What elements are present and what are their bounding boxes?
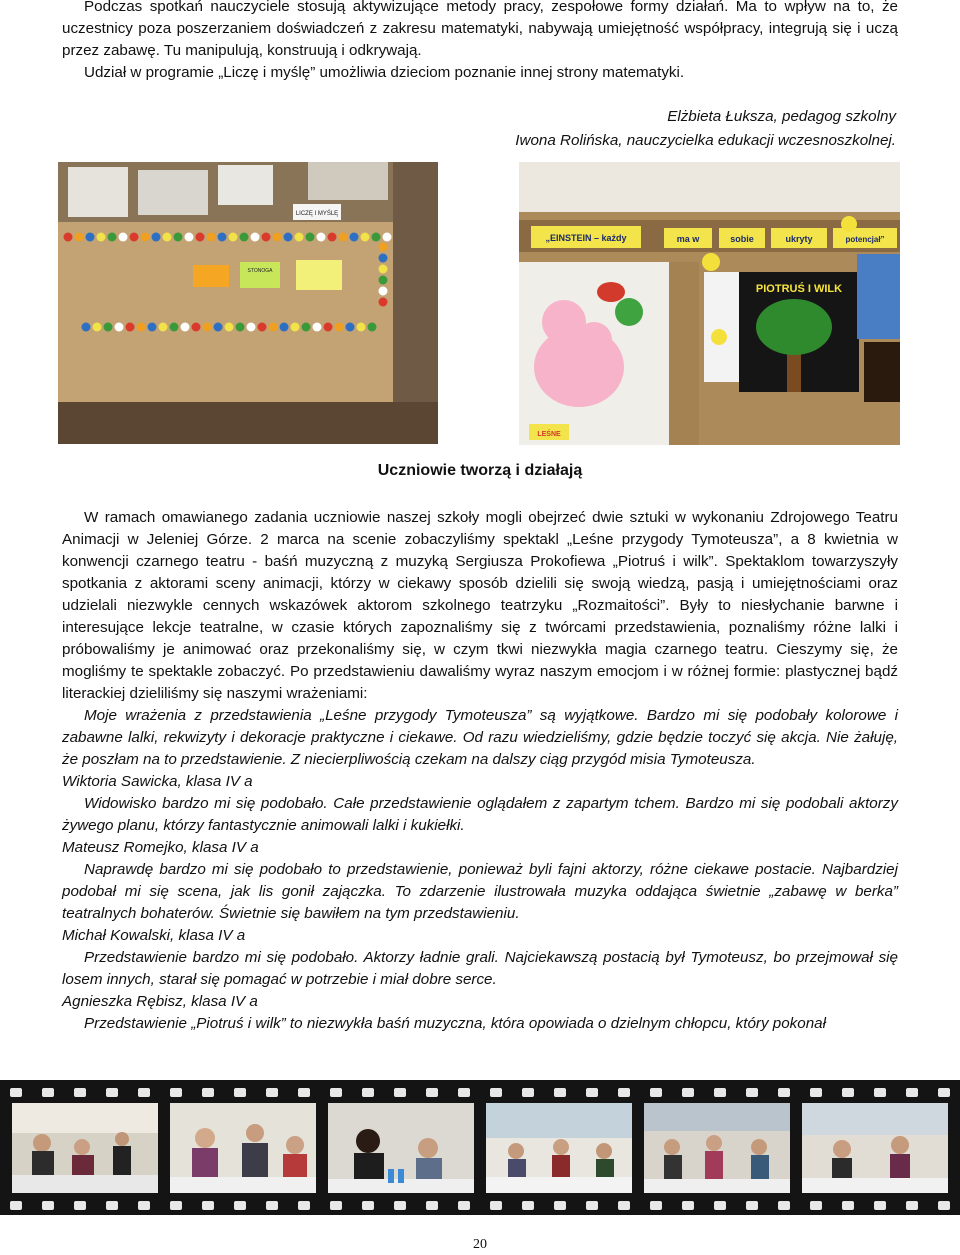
film-hole <box>394 1088 406 1097</box>
film-holes-bottom <box>0 1197 960 1213</box>
film-hole <box>234 1088 246 1097</box>
bead <box>97 233 106 242</box>
bead <box>159 323 168 332</box>
film-hole <box>458 1201 470 1210</box>
bead <box>148 323 157 332</box>
film-frame-4 <box>486 1103 632 1193</box>
board-sign-text: LICZĘ I MYŚLĘ <box>295 211 339 217</box>
film-hole <box>810 1088 822 1097</box>
film-hole <box>650 1201 662 1210</box>
bead <box>262 233 271 242</box>
bulletin-board-illustration <box>58 162 438 444</box>
film-hole <box>778 1201 790 1210</box>
film-hole <box>330 1201 342 1210</box>
bead <box>247 323 256 332</box>
bead <box>328 233 337 242</box>
film-frame-5 <box>644 1103 790 1193</box>
quote-1: Moje wrażenia z przedstawienia „Leśne przygody Tymoteusza” są wyjątkowe. Bardzo mi się podobały kolorowe i zabawne lalki, rekwizyty i dekoracje praktyczne i ciekawe. Od razu wiedzieliśmy, gdzie będzie toczyć się akcja. Nie żałuję, że poszłam na to przedstawienie. Z niecierpliwością czekam na dalszy ciąg przygód misia Tymoteusza. <box>62 707 898 768</box>
bead <box>126 323 135 332</box>
bead <box>383 233 392 242</box>
quote-2: Widowisko bardzo mi się podobało. Całe przedstawienie oglądałem z zapartym tchem. Bardzo mi się podobali aktorzy żywego planu, którzy fantastycznie animowali lalki i kukiełki. <box>62 795 898 834</box>
banner-word-1: „EINSTEIN – każdy <box>545 233 627 243</box>
film-hole <box>586 1201 598 1210</box>
film-hole <box>298 1088 310 1097</box>
film-hole <box>10 1201 22 1210</box>
bead <box>207 233 216 242</box>
bead <box>93 323 102 332</box>
bead <box>313 323 322 332</box>
bead <box>115 323 124 332</box>
bead <box>379 276 388 285</box>
film-hole <box>426 1201 438 1210</box>
film-hole <box>874 1201 886 1210</box>
film-hole <box>362 1088 374 1097</box>
bead <box>64 233 73 242</box>
film-hole <box>394 1201 406 1210</box>
bead <box>251 233 260 242</box>
film-hole <box>202 1201 214 1210</box>
intro-paragraph-2: Udział w programie „Liczę i myślę” umożliwia dzieciom poznanie innej strony matematyki. <box>84 64 685 81</box>
quote-author-3: Michał Kowalski, klasa IV a <box>62 927 246 944</box>
banner-word-5: potencjał” <box>845 235 885 244</box>
film-hole <box>170 1088 182 1097</box>
signature-teacher: Iwona Rolińska, nauczycielka edukacji wczesnoszkolnej. <box>515 132 896 149</box>
bead <box>170 323 179 332</box>
film-hole <box>746 1088 758 1097</box>
film-hole <box>778 1088 790 1097</box>
film-hole <box>490 1201 502 1210</box>
film-hole <box>522 1088 534 1097</box>
bottom-sign-text: LEŚNE <box>537 431 561 438</box>
bead <box>174 233 183 242</box>
film-hole <box>906 1201 918 1210</box>
bead <box>137 323 146 332</box>
film-hole <box>42 1201 54 1210</box>
bead <box>346 323 355 332</box>
bead <box>280 323 289 332</box>
bead <box>185 233 194 242</box>
film-hole <box>554 1088 566 1097</box>
film-hole <box>330 1088 342 1097</box>
bead <box>379 254 388 263</box>
film-hole <box>490 1088 502 1097</box>
quote-4: Przedstawienie bardzo mi się podobało. Aktorzy ładnie grali. Najciekawszą postacią był Tymoteusz, bo przejmował się losem innych, starał się pomagać w potrzebie i miał dobre serce. <box>62 949 898 988</box>
bead <box>203 323 212 332</box>
bead <box>379 243 388 252</box>
film-frame-1 <box>12 1103 158 1193</box>
quote-3: Naprawdę bardzo mi się podobało to przedstawienie, ponieważ byli fajni aktorzy, różne ciekawe postacie. Najbardziej podobał mi się scena, jak lis gonił zajączka. To zdarzenie ilustrowała muzyka oddająca świetnie „zabawę w berka” teatralnych bohaterów. Świetnie się bawiłem na tym przedstawieniu. <box>62 861 898 922</box>
bead <box>295 233 304 242</box>
bead <box>350 233 359 242</box>
bead <box>368 323 377 332</box>
bead <box>339 233 348 242</box>
bead <box>284 233 293 242</box>
film-hole <box>586 1088 598 1097</box>
film-hole <box>906 1088 918 1097</box>
bead <box>225 323 234 332</box>
film-hole <box>618 1201 630 1210</box>
film-hole <box>266 1201 278 1210</box>
film-hole <box>106 1088 118 1097</box>
film-hole <box>810 1201 822 1210</box>
film-hole <box>938 1088 950 1097</box>
bead <box>75 233 84 242</box>
bead <box>379 287 388 296</box>
bead <box>218 233 227 242</box>
film-hole <box>362 1201 374 1210</box>
banner-word-4: ukryty <box>785 234 813 244</box>
film-hole <box>138 1201 150 1210</box>
bead <box>273 233 282 242</box>
film-hole <box>266 1088 278 1097</box>
film-hole <box>74 1201 86 1210</box>
film-frames <box>12 1103 948 1193</box>
bead <box>291 323 300 332</box>
film-hole <box>42 1088 54 1097</box>
film-hole <box>650 1088 662 1097</box>
poster-title: PIOTRUŚ I WILK <box>755 283 843 295</box>
bead <box>361 233 370 242</box>
film-strip-photos <box>0 1080 960 1215</box>
film-hole <box>522 1201 534 1210</box>
bead <box>269 323 278 332</box>
film-hole <box>842 1088 854 1097</box>
bead <box>108 233 117 242</box>
bead <box>379 265 388 274</box>
bead <box>379 298 388 307</box>
bead <box>152 233 161 242</box>
film-hole <box>298 1201 310 1210</box>
bead <box>258 323 267 332</box>
film-hole <box>938 1201 950 1210</box>
einstein-board-illustration <box>519 162 900 445</box>
einstein-board-photo <box>519 162 900 445</box>
film-hole <box>682 1088 694 1097</box>
bead <box>324 323 333 332</box>
bead <box>240 233 249 242</box>
film-hole <box>746 1201 758 1210</box>
film-hole <box>714 1201 726 1210</box>
bead <box>306 233 315 242</box>
bead <box>335 323 344 332</box>
page-number: 20 <box>473 1237 487 1252</box>
bead <box>196 233 205 242</box>
bead <box>236 323 245 332</box>
bead <box>317 233 326 242</box>
film-hole <box>10 1088 22 1097</box>
bead <box>119 233 128 242</box>
bead <box>357 323 366 332</box>
bead <box>302 323 311 332</box>
film-hole <box>714 1088 726 1097</box>
quote-author-4: Agnieszka Rębisz, klasa IV a <box>62 993 258 1010</box>
film-hole <box>842 1201 854 1210</box>
film-hole <box>202 1088 214 1097</box>
bead <box>130 233 139 242</box>
film-hole <box>106 1201 118 1210</box>
film-hole <box>74 1088 86 1097</box>
bead <box>372 233 381 242</box>
film-hole <box>138 1088 150 1097</box>
film-hole <box>682 1201 694 1210</box>
bead <box>86 233 95 242</box>
bead <box>192 323 201 332</box>
bulletin-board-photo <box>58 162 438 444</box>
film-hole <box>554 1201 566 1210</box>
film-hole <box>170 1201 182 1210</box>
quote-author-1: Wiktoria Sawicka, klasa IV a <box>62 773 253 790</box>
film-holes-top <box>0 1084 960 1100</box>
article-body <box>62 507 898 1035</box>
bead <box>82 323 91 332</box>
film-frame-6 <box>802 1103 948 1193</box>
banner-word-2: ma w <box>676 234 700 244</box>
bead <box>214 323 223 332</box>
intro-paragraph: Podczas spotkań nauczyciele stosują aktywizujące metody pracy, zespołowe formy działań. Ma to wpływ na to, że uczestnicy poza poszerzaniem doświadczeń z zakresu matematyki, nabywają umiejętność współpracy, integrują się i uczą przez zabawę. Tu manipulują, konstruują i odkrywają. <box>62 0 898 59</box>
film-hole <box>618 1088 630 1097</box>
film-hole <box>874 1088 886 1097</box>
film-hole <box>458 1088 470 1097</box>
film-frame-2 <box>170 1103 316 1193</box>
banner-word-3: sobie <box>730 234 754 244</box>
quote-author-2: Mateusz Romejko, klasa IV a <box>62 839 259 856</box>
bead <box>163 233 172 242</box>
bead <box>141 233 150 242</box>
body-paragraph: W ramach omawianego zadania uczniowie naszej szkoły mogli obejrzeć dwie sztuki w wykonaniu Zdrojowego Teatru Animacji w Jeleniej Górze. 2 marca na scenie zobaczyliśmy spektakl „Leśne przygody Tymoteusza”, a 8 kwietnia w konwencji czarnego teatru - baśń muzyczną z muzyką Sergiusza Prokofiewa „Piotruś i wilk”. Spektaklom towarzyszyły spotkania z aktorami sceny animacji, którzy w ciekawy sposób dzielili się swoją wiedzą, pasją i umiejętnościami oraz udzielali niezwykle cennych wskazówek aktorom szkolnego teatrzyku „Rozmaitości”. Były to niesłychanie barwne i interesujące lekcje teatralne, w czasie których zapoznaliśmy się z twórcami przedstawienia, poznaliśmy różne lalki i próbowaliśmy je animować oraz przekonaliśmy się, w czym tkwi niezwykła magia czarnego teatru. Cieszymy się, że mogliśmy te spektakle zobaczyć. Po przedstawieniu dawaliśmy wyraz naszym emocjom i w różnej formie: plastycznej bądź literackiej dzieliliśmy się naszymi wrażeniami: <box>62 509 898 702</box>
board-card-text: STONOGA <box>247 268 273 274</box>
bead <box>229 233 238 242</box>
film-hole <box>426 1088 438 1097</box>
bead <box>104 323 113 332</box>
signature-pedagog: Elżbieta Łuksza, pedagog szkolny <box>667 108 896 125</box>
film-hole <box>234 1201 246 1210</box>
bead <box>181 323 190 332</box>
film-frame-3 <box>328 1103 474 1193</box>
section-heading: Uczniowie tworzą i działają <box>377 462 583 479</box>
quote-5: Przedstawienie „Piotruś i wilk” to niezwykła baśń muzyczna, która opowiada o dzielnym chłopcu, który pokonał <box>84 1015 826 1032</box>
